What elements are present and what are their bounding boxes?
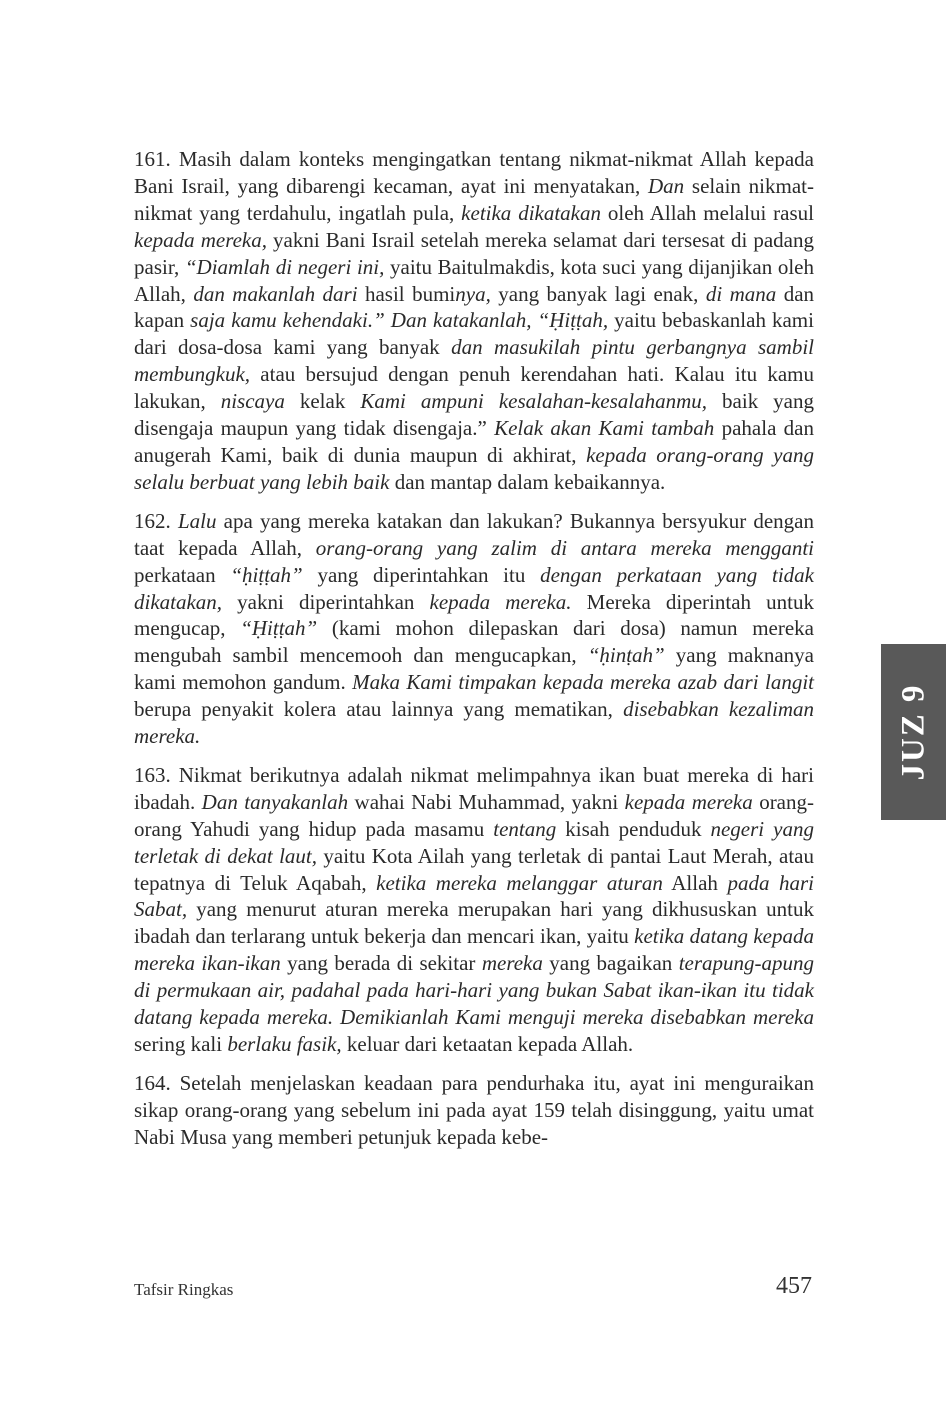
italic-text-segment: Kelak akan Kami tambah	[494, 416, 715, 441]
text-segment: kisah penduduk	[556, 816, 711, 841]
italic-text-segment: Lalu	[177, 508, 217, 533]
text-segment: apa yang mereka katakan dan lakukan? Bukannya bersyukur dengan taat kepada Allah,	[134, 508, 815, 560]
italic-text-segment: ketika datang kepada mereka ikan-ikan	[134, 924, 814, 976]
text-segment: berupa penyakit kolera atau lainnya yang mematikan,	[134, 697, 624, 722]
footer-book-title: Tafsir Ringkas	[134, 1280, 234, 1299]
juz-side-tab	[881, 644, 946, 820]
text-segment: 161. Masih dalam konteks mengingatkan tentang nikmat-nikmat Allah kepada Bani Israil, yang dibarengi kecaman, ayat ini menyatakan,	[134, 147, 814, 198]
text-segment: 163. Nikmat berikutnya adalah nikmat melimpahnya ikan buat mereka di hari ibadah.	[134, 762, 814, 814]
text-segment: pahala dan anugerah Kami, baik di dunia maupun di akhirat,	[134, 416, 814, 467]
text-segment: orang-orang Yahudi yang hidup pada masamu	[134, 789, 814, 841]
italic-text-segment: “Diamlah di negeri ini,	[184, 254, 385, 279]
italic-text-segment: ketika dikatakan	[461, 200, 601, 225]
text-segment: perkataan	[134, 562, 231, 587]
paragraph-162	[134, 508, 814, 750]
page-number: 457	[776, 1273, 812, 1299]
italic-text-segment: negeri yang terletak di dekat laut,	[134, 816, 814, 868]
italic-text-segment: “ḥinṭah”	[587, 643, 665, 668]
text-segment: yang maknanya kami memohon gandum.	[134, 643, 814, 695]
paragraph-164	[134, 1070, 814, 1151]
text-segment: dan mantap dalam kebaikannya.	[389, 469, 666, 494]
text-segment: kelak	[284, 389, 361, 414]
text-segment: dan kapan	[134, 281, 815, 333]
italic-text-segment: dan makanlah dari	[193, 281, 358, 306]
text-segment: sering kali	[134, 1032, 228, 1056]
main-text	[134, 146, 814, 1163]
text-segment: yang bagaikan	[542, 951, 679, 976]
text-segment: keluar dari ketaatan kepada Allah.	[341, 1032, 634, 1056]
italic-text-segment: dengan perkataan yang tidak dikatakan,	[134, 562, 815, 614]
text-segment: yaitu Baitulmakdis, kota suci yang dijanjikan oleh Allah,	[134, 254, 815, 306]
text-segment: yang berada di sekitar	[280, 951, 482, 976]
italic-text-segment: dan masukilah pintu gerbangnya sambil membungkuk,	[134, 335, 814, 387]
text-segment: baik yang disengaja maupun yang tidak disengaja.”	[134, 389, 815, 441]
juz-label: JUZ 9	[895, 683, 931, 781]
italic-text-segment: tentang	[493, 816, 557, 841]
italic-text-segment: Maka Kami timpakan kepada mereka azab dari langit	[352, 670, 814, 695]
text-segment: hasil bumi	[357, 281, 456, 306]
text-segment: yang diperintahkan itu	[302, 562, 541, 587]
text-segment: Allah	[662, 870, 728, 895]
italic-text-segment: “ḥiṭṭah”	[230, 562, 303, 587]
italic-text-segment: terapung-apung di permukaan air, padahal pada hari-hari yang bukan Sabat ikan-ikan itu tidak datang kepada mereka. Demikianlah Kami menguji mereka disebabkan mereka	[134, 951, 815, 1030]
italic-text-segment: orang-orang yang zalim di antara mereka mengganti	[315, 535, 814, 560]
italic-text-segment: disebabkan kezaliman mereka.	[134, 697, 814, 749]
italic-text-segment: pada hari Sabat,	[134, 870, 814, 922]
paragraph-161	[134, 146, 814, 496]
text-segment: yang banyak lagi enak,	[490, 281, 706, 306]
italic-text-segment: kepada mereka,	[134, 227, 267, 252]
italic-text-segment: niscaya	[220, 389, 285, 414]
italic-text-segment: saja kamu kehendaki.” Dan katakanlah, “Ḥiṭṭah,	[190, 308, 609, 333]
italic-text-segment: berlaku fasik,	[227, 1032, 342, 1056]
text-segment: yang menurut aturan mereka merupakan hari yang dikhususkan untuk ibadah dan terlarang untuk bekerja dan mencari ikan, yaitu	[134, 897, 814, 949]
italic-text-segment: di mana	[705, 281, 777, 306]
text-segment: wahai Nabi Muhammad, yakni	[348, 789, 625, 814]
italic-text-segment: nya,	[455, 281, 491, 306]
italic-text-segment: Dan tanyakanlah	[201, 789, 349, 814]
text-segment: atau bersujud dengan penuh kerendahan hati. Kalau itu kamu lakukan,	[134, 362, 814, 414]
text-segment: selain nikmat-nikmat yang terdahulu, ingatlah pula,	[134, 173, 814, 225]
text-segment: 164. Setelah menjelaskan keadaan para pendurhaka itu, ayat ini menguraikan sikap orang-orang yang sebelum ini pada ayat 159 telah disinggung, yaitu umat Nabi Musa yang memberi petunjuk kepada kebe-	[134, 1070, 814, 1149]
text-segment: (kami mohon dilepaskan dari dosa) namun mereka mengubah sambil mencemooh dan mengucapkan,	[134, 616, 815, 668]
text-segment: yaitu Kota Ailah yang terletak di pantai Laut Merah, atau tepatnya di Teluk Aqabah,	[134, 843, 814, 895]
text-segment: yakni Bani Israil setelah mereka selamat dari tersesat di padang pasir,	[134, 227, 814, 279]
italic-text-segment: “Ḥiṭṭah”	[240, 616, 318, 641]
italic-text-segment: kepada mereka	[624, 789, 753, 814]
italic-text-segment: Kami ampuni kesalahan-kesalahanmu,	[360, 389, 708, 414]
text-segment: yakni diperintahkan	[222, 589, 430, 614]
paragraph-163	[134, 762, 814, 1058]
text-segment: yaitu bebaskanlah kami dari dosa-dosa kami yang banyak	[134, 308, 814, 360]
italic-text-segment: ketika mereka melanggar aturan	[376, 870, 663, 895]
text-segment: oleh Allah melalui rasul	[601, 200, 814, 225]
italic-text-segment: kepada mereka.	[429, 589, 572, 614]
text-segment: Mereka diperintah untuk mengucap,	[134, 589, 814, 641]
italic-text-segment: kepada orang-orang yang selalu berbuat yang lebih baik	[134, 442, 814, 494]
italic-text-segment: mereka	[481, 951, 543, 976]
italic-text-segment: Dan	[648, 173, 685, 198]
text-segment: 162.	[134, 508, 178, 533]
